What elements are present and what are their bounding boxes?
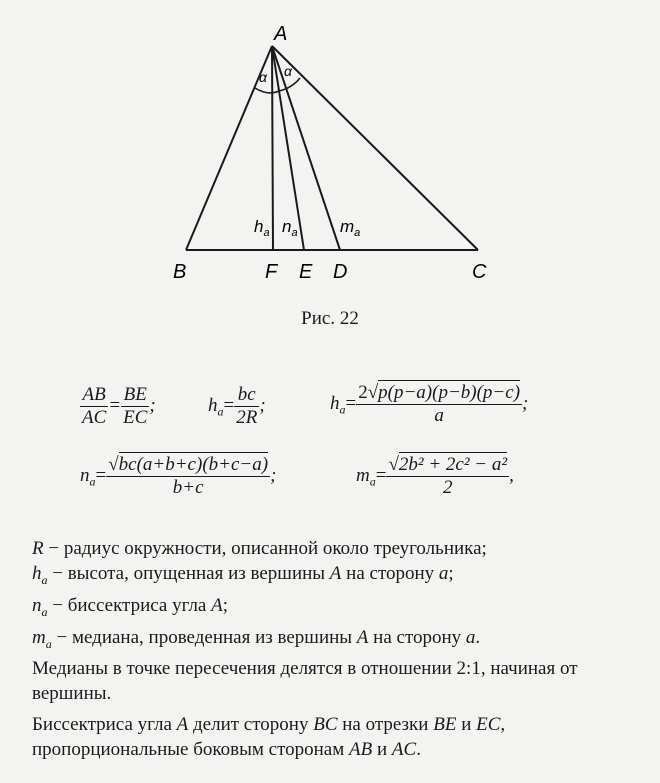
formula-median: $m_a=$ $\frac{\text{√2b² + 2c² − a²}}{2}$ , xyxy=(356,454,514,498)
def-n: $n_a$ − биссектриса угла A; xyxy=(32,594,228,619)
angle-arc-2 xyxy=(279,78,300,91)
vertex-e-label: E xyxy=(299,261,313,283)
formula-block xyxy=(0,378,660,518)
vertex-d-label: D xyxy=(333,261,348,283)
def-r: R − радиус окружности, описанной около треугольника; xyxy=(32,538,487,559)
alpha-label-2: α xyxy=(284,63,292,79)
triangle-figure xyxy=(0,0,660,300)
formula-height-2: $h_a=$ $\frac{2√p(p-a)(p-b)(p-c)}{a}$ ; xyxy=(330,382,529,426)
def-h: $h_a$ − высота, опущенная из вершины A на сторону a; xyxy=(32,563,454,587)
angle-arc-1 xyxy=(255,88,279,93)
side-ac xyxy=(272,46,478,250)
m-label: $m_a$ xyxy=(340,217,361,239)
formula-height-1: $h_a=$ $\frac{bc}{2R}$ ; xyxy=(208,384,266,428)
formula-bisector: $n_a=$ $\frac{√bc(a+b+c)(b+c-a)}{b+c}$ ; xyxy=(80,454,277,498)
h-label: $h_a$ xyxy=(254,217,270,239)
def-m: $m_a$ − медиана, проведенная из вершины A на сторону a. xyxy=(32,626,481,651)
vertex-f-label: F xyxy=(265,261,278,283)
bisector-paragraph: Биссектриса угла A делит сторону BC на отрезки BE и EC, пропорциональные боковым сторонам AB и AC. xyxy=(32,714,506,761)
figure-caption: Рис. 22 xyxy=(301,308,359,329)
alpha-label-1: α xyxy=(259,69,267,85)
vertex-a-label: A xyxy=(274,23,288,45)
vertex-c-label: C xyxy=(472,261,487,283)
median-paragraph: Медианы в точке пересечения делятся в отношении 2:1, начиная от вершины. xyxy=(32,658,578,705)
definitions-text xyxy=(32,536,642,762)
altitude-h xyxy=(272,46,273,250)
vertex-b-label: B xyxy=(173,261,187,283)
n-label: $n_a$ xyxy=(282,217,298,239)
formula-ratio: $\frac{AB}{AC}$ = $\frac{BE}{EC}$ ; xyxy=(82,384,156,428)
